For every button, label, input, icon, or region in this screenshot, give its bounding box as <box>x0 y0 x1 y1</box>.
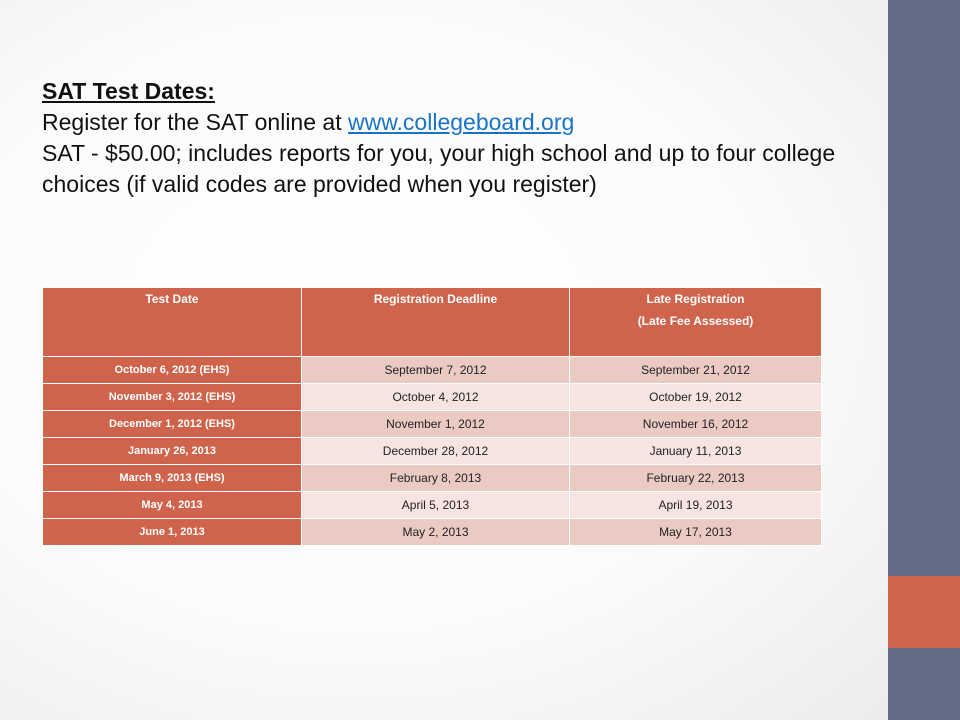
register-text: Register for the SAT online at <box>42 109 348 135</box>
table-row <box>43 465 822 492</box>
test-date-cell: December 1, 2012 (EHS) <box>43 411 302 438</box>
register-line <box>42 107 842 138</box>
page-title: SAT Test Dates: <box>42 78 215 104</box>
deadline-cell: November 1, 2012 <box>302 411 570 438</box>
deadline-cell: February 8, 2013 <box>302 465 570 492</box>
late-registration-cell: October 19, 2012 <box>570 384 822 411</box>
header-late-fee-note: (Late Fee Assessed) <box>637 314 754 328</box>
late-registration-cell: January 11, 2013 <box>570 438 822 465</box>
test-date-cell: May 4, 2013 <box>43 492 302 519</box>
sat-dates-table <box>42 287 822 546</box>
price-description: SAT - $50.00; includes reports for you, your high school and up to four college choices (if valid codes are provided when you register) <box>42 140 836 197</box>
test-date-cell: November 3, 2012 (EHS) <box>43 384 302 411</box>
test-date-cell: January 26, 2013 <box>43 438 302 465</box>
late-registration-cell: February 22, 2013 <box>570 465 822 492</box>
table-row <box>43 384 822 411</box>
deadline-cell: September 7, 2012 <box>302 357 570 384</box>
header-late-registration-title: Late Registration <box>646 292 745 306</box>
collegeboard-link[interactable]: www.collegeboard.org <box>347 109 575 135</box>
slide-side-accent <box>888 576 960 648</box>
header-late-registration <box>570 288 822 357</box>
deadline-cell: October 4, 2012 <box>302 384 570 411</box>
late-registration-cell: November 16, 2012 <box>570 411 822 438</box>
late-registration-cell: April 19, 2013 <box>570 492 822 519</box>
test-date-cell: June 1, 2013 <box>43 519 302 546</box>
deadline-cell: December 28, 2012 <box>302 438 570 465</box>
table-row <box>43 411 822 438</box>
table-row <box>43 492 822 519</box>
test-date-cell: October 6, 2012 (EHS) <box>43 357 302 384</box>
table-row <box>43 438 822 465</box>
header-registration-deadline: Registration Deadline <box>302 288 570 357</box>
deadline-cell: April 5, 2013 <box>302 492 570 519</box>
late-registration-cell: May 17, 2013 <box>570 519 822 546</box>
test-date-cell: March 9, 2013 (EHS) <box>43 465 302 492</box>
table-row <box>43 519 822 546</box>
deadline-cell: May 2, 2013 <box>302 519 570 546</box>
header-test-date: Test Date <box>43 288 302 357</box>
table-header-row <box>43 288 822 357</box>
table-row <box>43 357 822 384</box>
late-registration-cell: September 21, 2012 <box>570 357 822 384</box>
intro-text-block <box>42 76 842 200</box>
